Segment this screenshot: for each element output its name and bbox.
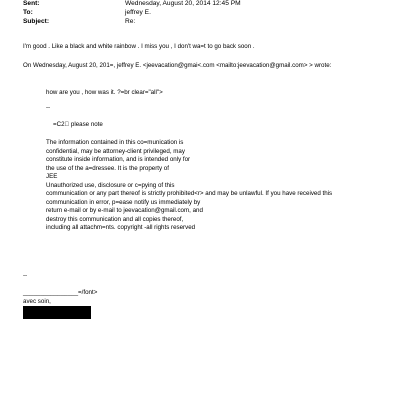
disclaimer-line: The information contained in this co=munication is (46, 139, 184, 146)
dashes-separator-1: -- (46, 104, 51, 111)
to-value: jeffrey E. (125, 9, 151, 16)
dashes-separator-2: -- (23, 272, 28, 279)
disclaimer-line: destroy this communication and all copies thereof, (46, 215, 184, 223)
sent-value: Wednesday, August 20, 2014 12:45 PM (125, 0, 241, 7)
disclaimer-line: Unauthorized use, disclosure or c=pying of this (46, 181, 175, 189)
disclaimer-line: JEE (46, 173, 58, 180)
font-close-tag: ________________=/font> (23, 289, 98, 296)
disclaimer-line: constitute inside information, and is intended only for (46, 156, 191, 163)
disclaimer-line: return e-mail or by e-mail to jeevacation@gmail.com, and (46, 207, 203, 214)
disclaimer-line: confidential, may be attorney-client privileged, may (46, 147, 185, 155)
to-label: To: (23, 9, 33, 16)
disclaimer-line: the use of the a=dressee. It is the property of (46, 164, 169, 172)
quote-intro: On Wednesday, August 20, 201=, jeffrey E. <jeevacation@gmai<.com <mailto:jeevacation@gmail.com> > wrote: (23, 62, 332, 69)
sent-label: Sent: (23, 0, 40, 7)
disclaimer-line: communication or any part thereof is strictly prohibited<r> and may be unlawful. If you have received this (46, 190, 333, 197)
subject-value: Re: (125, 18, 136, 25)
please-note: =C2  please note (53, 121, 103, 128)
quoted-line: how are you , how was it. ?=br clear="all"> (46, 89, 163, 96)
disclaimer-line: communication in error, p=ease notify us immediately by (46, 198, 201, 206)
signoff: avec soin, (23, 298, 51, 305)
reply-body: I'm good . Like a black and white rainbow . I miss you , I don't wa=t to go back soon . (23, 43, 255, 50)
subject-label: Subject: (23, 18, 50, 25)
disclaimer-line: including all attachm=nts. copyright -all rights reserved (46, 224, 196, 231)
redaction-bar (23, 306, 91, 319)
